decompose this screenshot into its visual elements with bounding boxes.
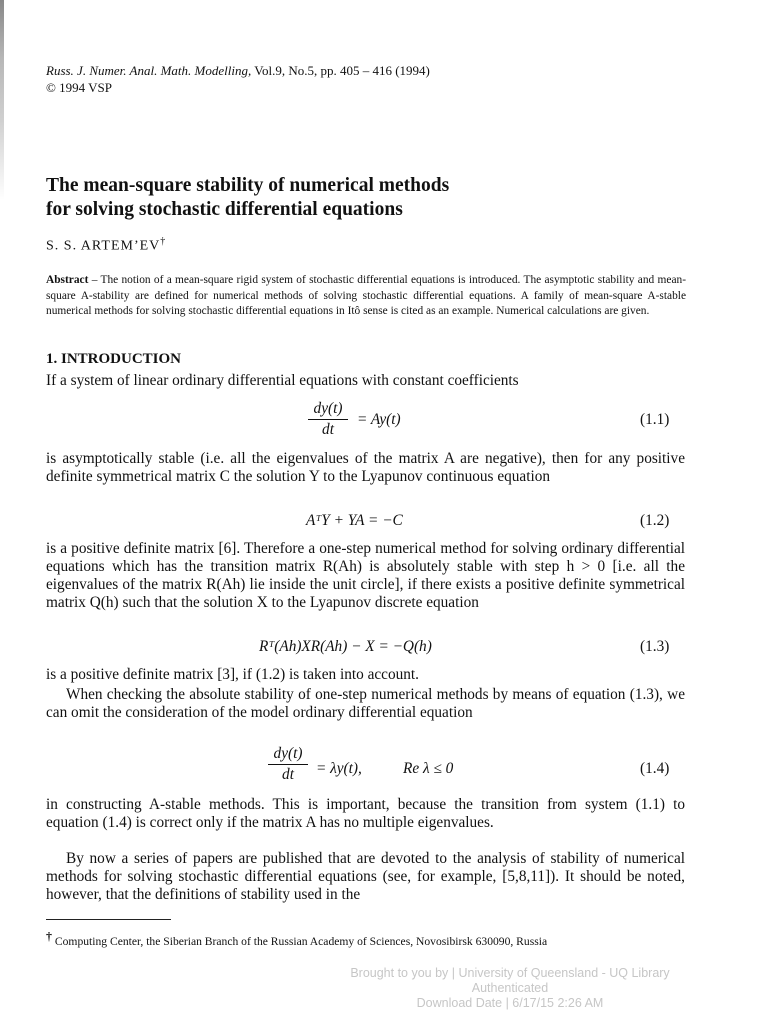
eq4-fraction-bar (268, 764, 308, 765)
abstract-text: – The notion of a mean-square rigid system of stochastic differential equations is introduced. The asymptotic stability and mean-square A-stability are defined for numerical methods of solving stochastic differential equations. A family of mean-square A-stable numerical methods for solving stochastic differential equations in Itô sense is cited as an example. Numerical calculations are given. (46, 274, 686, 317)
scan-edge (0, 0, 4, 200)
eq4-rhs: = λy(t), (316, 760, 362, 777)
eq3-label: (1.3) (640, 638, 670, 655)
paragraph-1: If a system of linear ordinary differential equations with constant coefficients (46, 372, 519, 389)
title-line-2: for solving stochastic differential equations (46, 199, 403, 220)
journal-volume: Vol.9, No.5, pp. 405 – 416 (1994) (251, 63, 430, 78)
eq4-denominator: dt (282, 766, 294, 783)
paper-title (46, 174, 726, 222)
eq1-numerator: dy(t) (313, 400, 343, 417)
title-line-1: The mean-square stability of numerical methods (46, 175, 450, 196)
paragraph-4: is a positive definite matrix [3], if (1.2) is taken into account. (46, 666, 419, 683)
journal-citation (46, 62, 726, 79)
eq2-body: AᵀY + YA = −C (306, 512, 403, 529)
watermark-line-2: Authenticated (471, 981, 549, 995)
download-watermark (310, 966, 710, 1011)
abstract-label: Abstract (46, 274, 89, 286)
eq4-label: (1.4) (640, 760, 670, 777)
eq1-label: (1.1) (640, 411, 670, 428)
eq1-rhs: = Ay(t) (357, 411, 401, 428)
author-footnote-mark: † (160, 236, 167, 247)
section-heading: 1. INTRODUCTION (46, 351, 182, 367)
paragraph-3: is a positive definite matrix [6]. Therefore a one-step numerical method for solving ordinary differential equations which has the transition matrix R(Ah) is absolutely stable with step h > 0 [i.e. all the eigenvalues of the matrix R(Ah) lie inside the unit circle], if there exists a positive definite symmetrical matrix Q(h) such that the solution X to the Lyapunov discrete equation (46, 540, 685, 611)
author-name: S. S. ARTEM’EV (46, 238, 161, 254)
eq4-numerator: dy(t) (273, 745, 303, 762)
journal-name: Russ. J. Numer. Anal. Math. Modelling, (46, 63, 252, 78)
author-line (46, 236, 166, 255)
eq1-fraction-bar (308, 419, 348, 420)
eq1-denominator: dt (322, 421, 334, 438)
paragraph-7: By now a series of papers are published that are devoted to the analysis of stability of numerical methods for solving stochastic differential equations (see, for example, [5,8,11]). It should be noted, however, that the definitions of stability used in the (46, 850, 685, 903)
eq2-label: (1.2) (640, 512, 670, 529)
eq4-condition: Re λ ≤ 0 (403, 760, 454, 777)
journal-header (46, 62, 726, 96)
copyright-line: © 1994 VSP (46, 80, 112, 95)
eq1-fraction (308, 400, 348, 439)
paragraph-2: is asymptotically stable (i.e. all the eigenvalues of the matrix A are negative), then for any positive definite symmetrical matrix C the solution Y to the Lyapunov continuous equation (46, 450, 685, 485)
footnote-mark: † (46, 929, 52, 943)
abstract (46, 273, 686, 320)
eq4-fraction (268, 745, 308, 784)
watermark-line-3: Download Date | 6/17/15 2:26 AM (416, 996, 604, 1010)
eq3-body: Rᵀ(Ah)XR(Ah) − X = −Q(h) (259, 638, 432, 655)
footnote (46, 929, 726, 948)
paragraph-6: in constructing A-stable methods. This is important, because the transition from system (1.1) to equation (1.4) is correct only if the matrix A has no multiple eigenvalues. (46, 796, 685, 831)
footnote-text: Computing Center, the Siberian Branch of the Russian Academy of Sciences, Novosibirsk 630090, Russia (52, 934, 548, 948)
paragraph-5: When checking the absolute stability of one-step numerical methods by means of equation (1.3), we can omit the consideration of the model ordinary differential equation (46, 686, 685, 721)
watermark-line-1: Brought to you by | University of Queensland - UQ Library (350, 966, 670, 980)
footnote-rule (46, 919, 171, 920)
